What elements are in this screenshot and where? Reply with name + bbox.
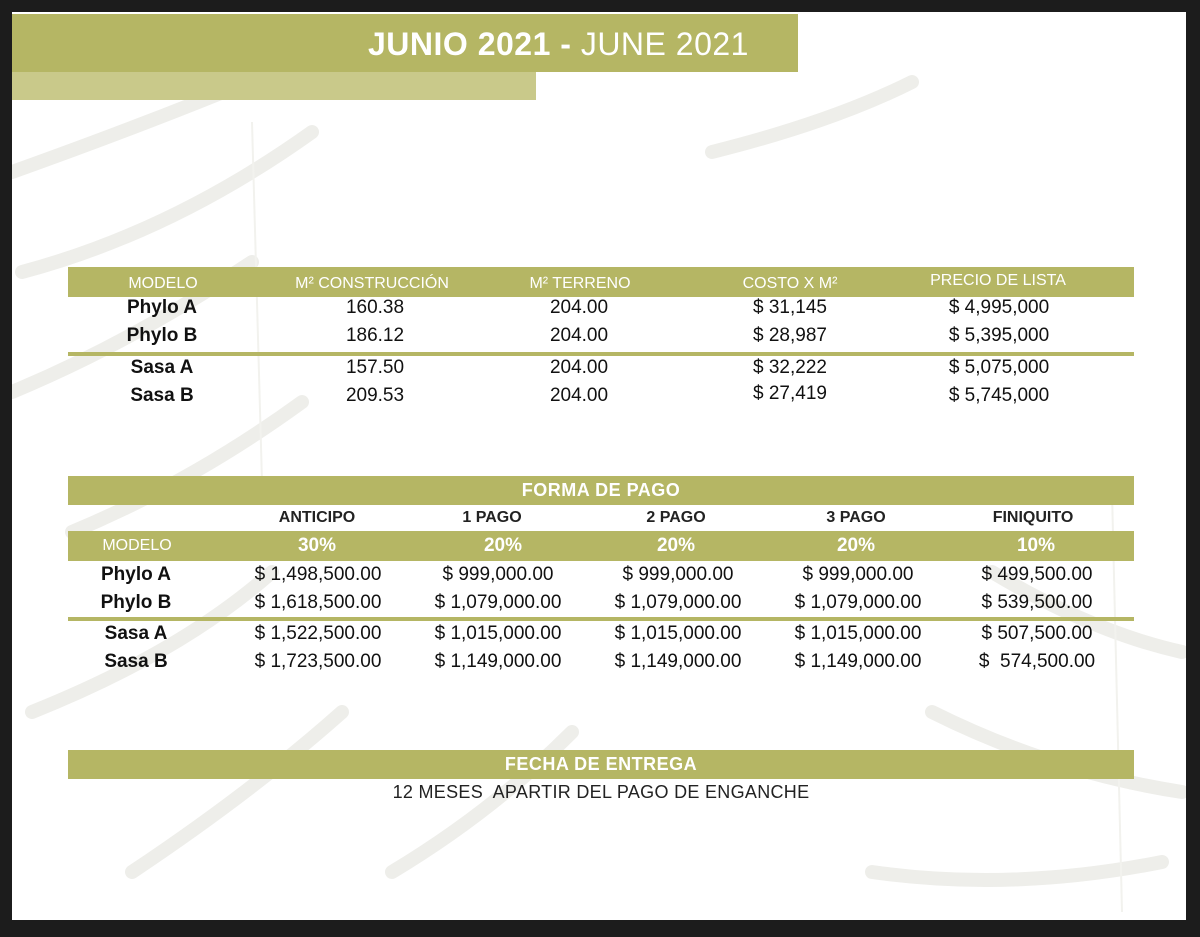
- stage-header-1-pago: 1 PAGO: [462, 509, 522, 526]
- payment-table-divider: [68, 617, 1134, 621]
- price-row-precio: $ 5,395,000: [948, 325, 1050, 346]
- price-header-construccion: M² CONSTRUCCIÓN: [295, 275, 449, 292]
- payment-title: FORMA DE PAGO: [521, 480, 681, 500]
- payment-row-2-pago: $ 1,149,000.00: [614, 651, 742, 672]
- price-row-model: Sasa B: [130, 385, 194, 406]
- price-row-model: Phylo B: [126, 325, 198, 346]
- price-row-costo: $ 28,987: [753, 325, 827, 346]
- price-row-construccion: 209.53: [345, 385, 405, 406]
- price-row-terreno: 204.00: [549, 357, 609, 378]
- payment-row-model: Sasa A: [104, 623, 168, 644]
- payment-row-1-pago: $ 1,149,000.00: [434, 651, 562, 672]
- payment-row-2-pago: $ 1,015,000.00: [614, 623, 742, 644]
- payment-row-2-pago: $ 1,079,000.00: [614, 592, 742, 613]
- percentage-bar: [68, 531, 1134, 561]
- price-row-costo: $ 27,419: [753, 383, 827, 404]
- price-header-modelo: MODELO: [128, 275, 198, 292]
- payment-row-3-pago: $ 1,149,000.00: [794, 651, 922, 672]
- payment-row-1-pago: $ 999,000.00: [442, 564, 554, 585]
- stage-header-anticipo: ANTICIPO: [278, 509, 356, 526]
- payment-row-finiquito: $ 499,500.00: [981, 564, 1093, 585]
- price-row-construccion: 160.38: [345, 297, 405, 318]
- payment-row-model: Phylo A: [100, 564, 172, 585]
- price-header-costo: COSTO X M²: [742, 275, 838, 292]
- payment-row-model: Sasa B: [104, 651, 168, 672]
- payment-row-anticipo: $ 1,498,500.00: [254, 564, 382, 585]
- price-row-terreno: 204.00: [549, 297, 609, 318]
- payment-row-2-pago: $ 999,000.00: [622, 564, 734, 585]
- price-sheet: [12, 12, 1186, 920]
- payment-row-1-pago: $ 1,079,000.00: [434, 592, 562, 613]
- page-title-english: JUNE 2021: [571, 26, 749, 62]
- payment-row-3-pago: $ 999,000.00: [802, 564, 914, 585]
- price-row-precio: $ 5,075,000: [948, 357, 1050, 378]
- percentage-finiquito: 10%: [1016, 535, 1056, 556]
- price-row-precio: $ 4,995,000: [948, 297, 1050, 318]
- price-table-divider: [68, 352, 1134, 356]
- payment-row-finiquito: $ 507,500.00: [981, 623, 1093, 644]
- payment-row-3-pago: $ 1,079,000.00: [794, 592, 922, 613]
- payment-row-3-pago: $ 1,015,000.00: [794, 623, 922, 644]
- price-row-model: Sasa A: [130, 357, 194, 378]
- payment-row-1-pago: $ 1,015,000.00: [434, 623, 562, 644]
- price-row-costo: $ 31,145: [753, 297, 827, 318]
- payment-row-anticipo: $ 1,522,500.00: [254, 623, 382, 644]
- price-row-costo: $ 32,222: [753, 357, 827, 378]
- price-header-precio: PRECIO DE LISTA: [930, 272, 1066, 289]
- delivery-title: FECHA DE ENTREGA: [504, 754, 698, 774]
- price-row-terreno: 204.00: [549, 325, 609, 346]
- price-row-model: Phylo A: [126, 297, 198, 318]
- payment-row-model: Phylo B: [100, 592, 172, 613]
- price-row-precio: $ 5,745,000: [948, 385, 1050, 406]
- price-row-construccion: 157.50: [345, 357, 405, 378]
- price-row-terreno: 204.00: [549, 385, 609, 406]
- percentage-anticipo: 30%: [297, 535, 337, 556]
- title-banner-underbar: [12, 72, 536, 100]
- payment-row-finiquito: $ 574,500.00: [978, 651, 1096, 672]
- price-header-terreno: M² TERRENO: [529, 275, 631, 292]
- stage-header-2-pago: 2 PAGO: [646, 509, 706, 526]
- page-title-spanish: JUNIO 2021 -: [368, 26, 572, 62]
- payment-row-anticipo: $ 1,618,500.00: [254, 592, 382, 613]
- delivery-text: 12 MESES APARTIR DEL PAGO DE ENGANCHE: [392, 782, 810, 802]
- percentage-3-pago: 20%: [836, 535, 876, 556]
- percentage-1-pago: 20%: [483, 535, 523, 556]
- stage-header-finiquito: FINIQUITO: [992, 509, 1074, 526]
- payment-header-modelo: MODELO: [102, 537, 172, 554]
- payment-row-anticipo: $ 1,723,500.00: [254, 651, 382, 672]
- payment-row-finiquito: $ 539,500.00: [981, 592, 1093, 613]
- price-row-construccion: 186.12: [345, 325, 405, 346]
- page-title: [368, 26, 749, 66]
- stage-header-3-pago: 3 PAGO: [826, 509, 886, 526]
- percentage-2-pago: 20%: [656, 535, 696, 556]
